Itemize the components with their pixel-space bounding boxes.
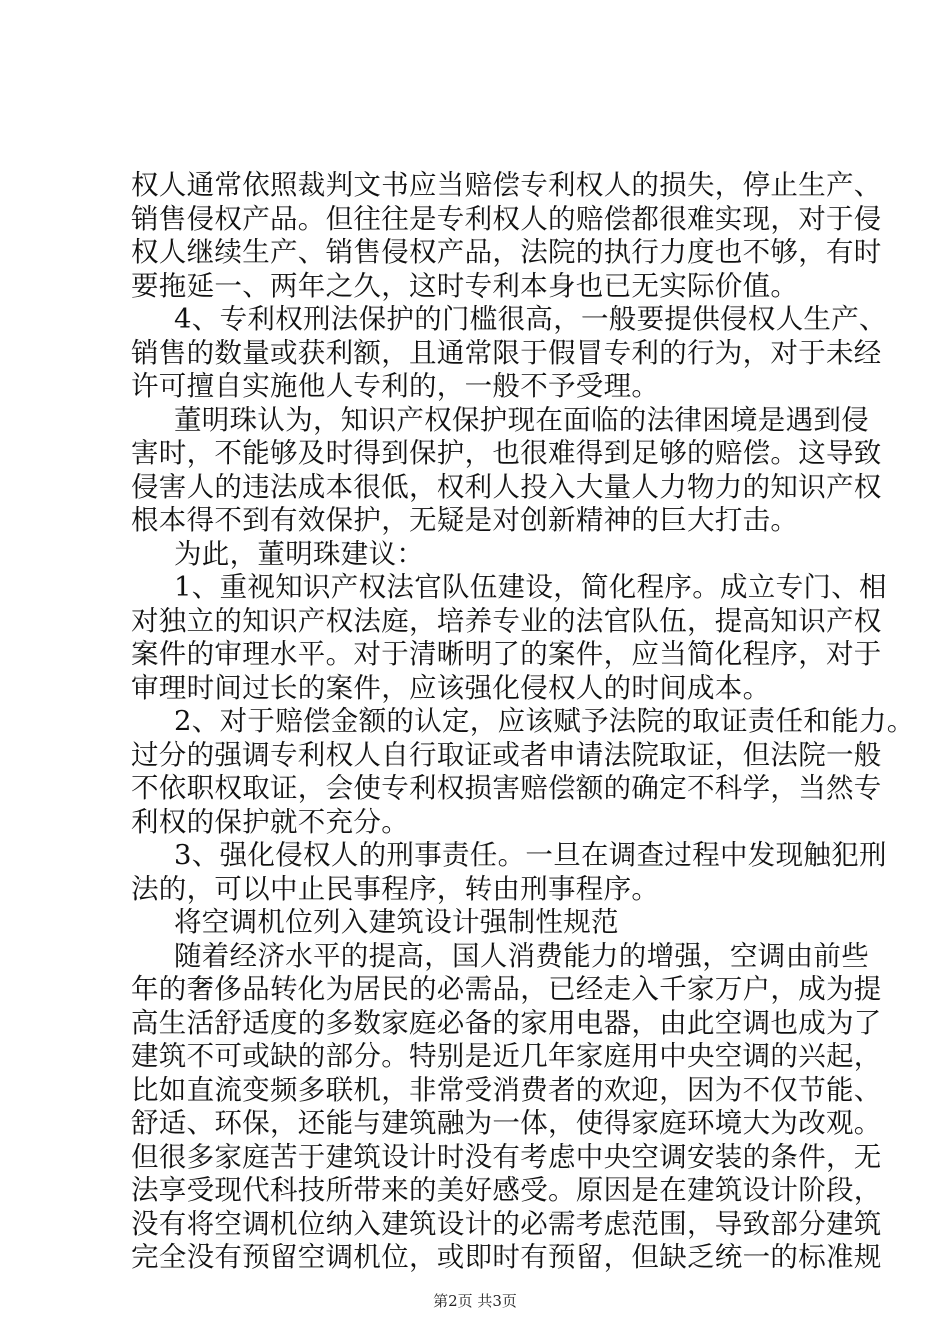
text-line: 对独立的知识产权法庭，培养专业的法官队伍，提高知识产权 <box>131 604 882 637</box>
text-line: 过分的强调专利权人自行取证或者申请法院取证，但法院一般 <box>131 738 882 771</box>
text-line: 许可擅自实施他人专利的，一般不予受理。 <box>131 370 660 402</box>
section-heading: 将空调机位列入建筑设计强制性规范 <box>174 906 619 938</box>
text-line: 法的，可以中止民事程序，转由刑事程序。 <box>131 872 660 905</box>
text-line: 3、强化侵权人的刑事责任。一旦在调查过程中发现触犯刑 <box>174 839 887 871</box>
text-line: 权人通常依照裁判文书应当赔偿专利权人的损失，停止生产、 <box>131 169 882 201</box>
text-line: 1、重视知识产权法官队伍建设，简化程序。成立专门、相 <box>174 571 887 603</box>
text-line: 销售侵权产品。但往往是专利权人的赔偿都很难实现，对于侵 <box>131 202 882 235</box>
text-line: 权人继续生产、销售侵权产品，法院的执行力度也不够，有时 <box>131 236 882 268</box>
text-line: 侵害人的违法成本很低，权利人投入大量人力物力的知识产权 <box>131 470 882 503</box>
text-line: 没有将空调机位纳入建筑设计的必需考虑范围，导致部分建筑 <box>131 1207 882 1240</box>
text-line: 比如直流变频多联机，非常受消费者的欢迎，因为不仅节能、 <box>131 1073 882 1106</box>
text-line: 董明珠认为，知识产权保护现在面临的法律困境是遇到侵 <box>174 403 869 436</box>
text-line: 案件的审理水平。对于清晰明了的案件，应当简化程序，对于 <box>131 638 882 670</box>
text-line: 法享受现代科技所带来的美好感受。原因是在建筑设计阶段， <box>131 1174 882 1206</box>
text-line: 高生活舒适度的多数家庭必备的家用电器，由此空调也成为了 <box>131 1006 882 1039</box>
text-line: 4、专利权刑法保护的门槛很高，一般要提供侵权人生产、 <box>174 303 887 335</box>
text-line: 要拖延一、两年之久，这时专利本身也已无实际价值。 <box>131 269 799 302</box>
text-line: 完全没有预留空调机位，或即时有预留，但缺乏统一的标准规 <box>131 1241 882 1273</box>
text-line: 销售的数量或获利额，且通常限于假冒专利的行为，对于未经 <box>131 336 882 369</box>
text-line: 随着经济水平的提高，国人消费能力的增强，空调由前些 <box>174 939 869 972</box>
text-line: 建筑不可或缺的部分。特别是近几年家庭用中央空调的兴起， <box>131 1040 882 1072</box>
text-line: 根本得不到有效保护，无疑是对创新精神的巨大打击。 <box>131 504 799 536</box>
text-line: 害时，不能够及时得到保护，也很难得到足够的赔偿。这导致 <box>131 437 882 469</box>
text-line: 年的奢侈品转化为居民的必需品，已经走入千家万户，成为提 <box>131 973 882 1005</box>
text-line: 2、对于赔偿金额的认定，应该赋予法院的取证责任和能力。 <box>174 705 915 737</box>
text-line: 不依职权取证，会使专利权损害赔偿额的确定不科学，当然专 <box>131 772 882 804</box>
page-footer: 第2页 共3页 <box>433 1292 517 1310</box>
text-line: 为此，董明珠建议： <box>174 537 425 570</box>
text-line: 但很多家庭苦于建筑设计时没有考虑中央空调安装的条件，无 <box>131 1140 882 1173</box>
text-line: 审理时间过长的案件，应该强化侵权人的时间成本。 <box>131 671 771 704</box>
text-line: 舒适、环保，还能与建筑融为一体，使得家庭环境大为改观。 <box>131 1107 882 1139</box>
text-line: 利权的保护就不充分。 <box>131 805 409 838</box>
